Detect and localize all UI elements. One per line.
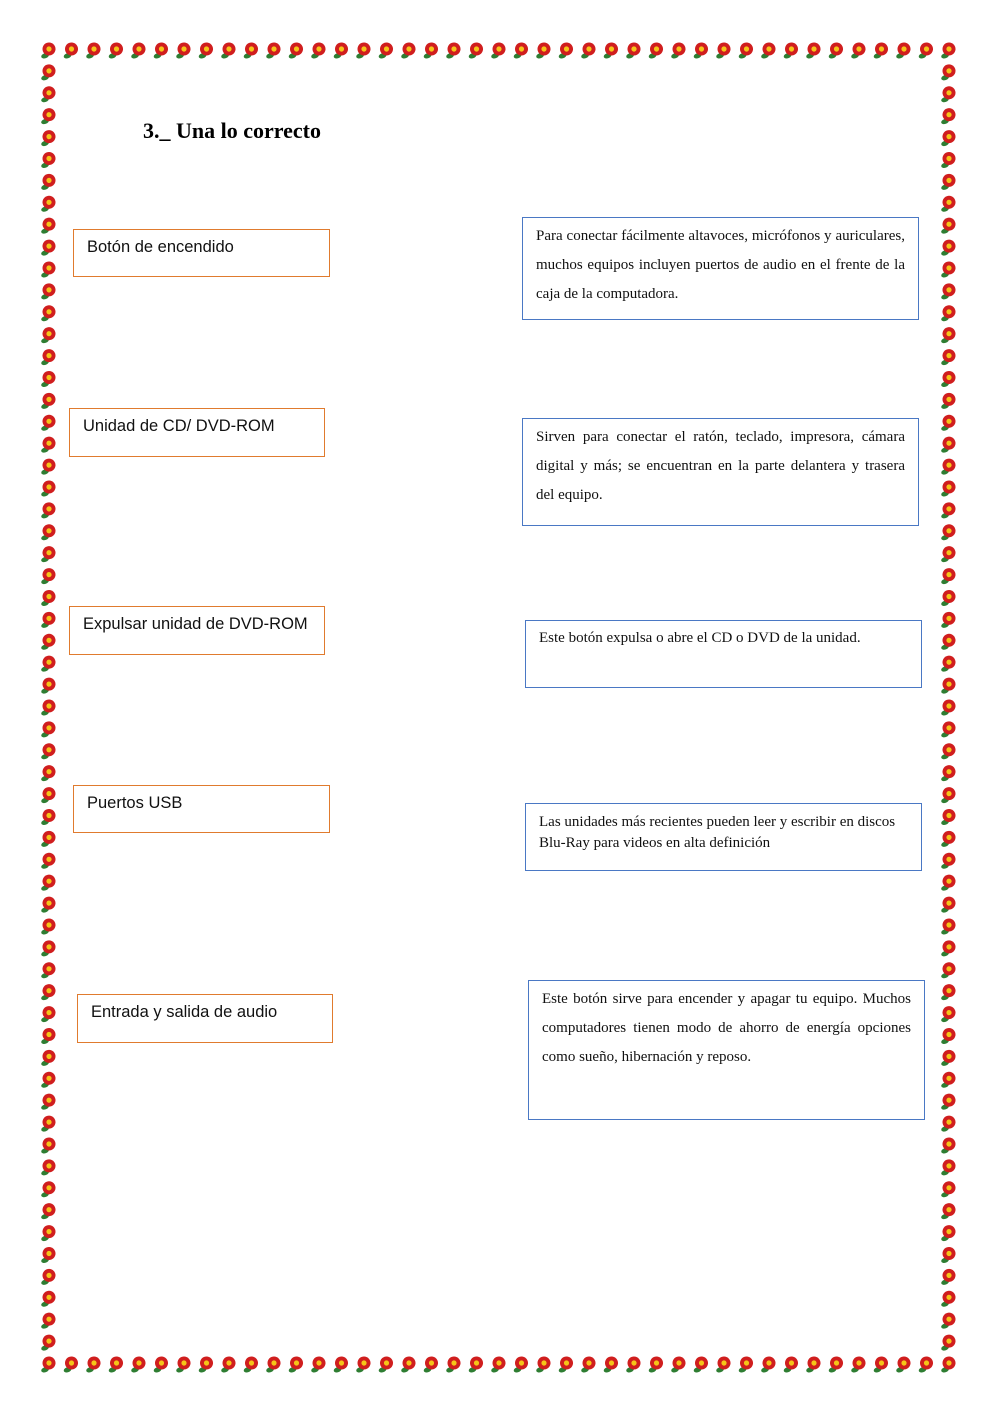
flower-icon <box>915 41 935 60</box>
flower-icon <box>937 1158 957 1177</box>
flower-icon <box>397 41 417 60</box>
flower-icon <box>37 1355 57 1374</box>
flower-icon <box>937 282 957 301</box>
flower-icon <box>937 194 957 213</box>
flower-icon <box>420 1355 440 1374</box>
flower-icon <box>397 1355 417 1374</box>
flower-icon <box>937 741 957 760</box>
flower-icon <box>37 785 57 804</box>
flower-icon <box>217 41 237 60</box>
flower-icon <box>937 238 957 257</box>
flower-icon <box>105 41 125 60</box>
flower-icon <box>82 41 102 60</box>
flower-icon <box>352 1355 372 1374</box>
flower-icon <box>555 1355 575 1374</box>
flower-icon <box>735 41 755 60</box>
flower-icon <box>37 873 57 892</box>
flower-icon <box>937 632 957 651</box>
flower-icon <box>37 741 57 760</box>
flower-icon <box>37 1070 57 1089</box>
flower-icon <box>870 1355 890 1374</box>
flower-icon <box>37 150 57 169</box>
flower-icon <box>532 41 552 60</box>
flower-icon <box>937 763 957 782</box>
flower-icon <box>937 544 957 563</box>
flower-icon <box>37 1136 57 1155</box>
flower-icon <box>37 720 57 739</box>
flower-icon <box>37 1179 57 1198</box>
flower-icon <box>195 41 215 60</box>
flower-icon <box>285 1355 305 1374</box>
flower-icon <box>37 566 57 585</box>
flower-icon <box>937 260 957 279</box>
flower-icon <box>37 216 57 235</box>
flower-icon <box>870 41 890 60</box>
flower-icon <box>937 1289 957 1308</box>
flower-icon <box>937 939 957 958</box>
flower-icon <box>937 522 957 541</box>
flower-icon <box>37 1245 57 1264</box>
flower-icon <box>285 41 305 60</box>
flower-icon <box>37 522 57 541</box>
flower-icon <box>937 479 957 498</box>
flower-icon <box>37 698 57 717</box>
flower-icon <box>937 391 957 410</box>
flower-icon <box>937 1114 957 1133</box>
flower-icon <box>37 1004 57 1023</box>
flower-icon <box>937 654 957 673</box>
flower-icon <box>892 1355 912 1374</box>
flower-icon <box>577 1355 597 1374</box>
flower-icon <box>37 917 57 936</box>
flower-icon <box>645 41 665 60</box>
flower-icon <box>847 1355 867 1374</box>
flower-icon <box>37 807 57 826</box>
definition-eject-button[interactable]: Este botón expulsa o abre el CD o DVD de la unidad. <box>525 620 922 688</box>
flower-icon <box>37 1333 57 1352</box>
flower-icon <box>37 347 57 366</box>
flower-icon <box>37 303 57 322</box>
flower-icon <box>37 895 57 914</box>
flower-icon <box>937 873 957 892</box>
flower-icon <box>37 1267 57 1286</box>
flower-icon <box>847 41 867 60</box>
flower-icon <box>172 1355 192 1374</box>
flower-icon <box>37 982 57 1001</box>
flower-icon <box>937 895 957 914</box>
flower-icon <box>577 41 597 60</box>
flower-icon <box>37 1201 57 1220</box>
flower-icon <box>937 63 957 82</box>
flower-icon <box>352 41 372 60</box>
flower-icon <box>37 128 57 147</box>
flower-icon <box>937 1026 957 1045</box>
flower-icon <box>937 610 957 629</box>
flower-icon <box>37 391 57 410</box>
flower-icon <box>420 41 440 60</box>
flower-icon <box>937 1267 957 1286</box>
flower-icon <box>105 1355 125 1374</box>
flower-icon <box>262 41 282 60</box>
flower-icon <box>645 1355 665 1374</box>
flower-icon <box>937 172 957 191</box>
flower-icon <box>37 1158 57 1177</box>
flower-icon <box>825 41 845 60</box>
term-expulsar-dvd[interactable]: Expulsar unidad de DVD-ROM <box>69 606 325 655</box>
flower-icon <box>37 1092 57 1111</box>
flower-icon <box>37 763 57 782</box>
flower-icon <box>780 1355 800 1374</box>
flower-icon <box>532 1355 552 1374</box>
flower-icon <box>442 41 462 60</box>
flower-icon <box>555 41 575 60</box>
term-entrada-salida-audio[interactable]: Entrada y salida de audio <box>77 994 333 1043</box>
flower-icon <box>37 84 57 103</box>
term-unidad-cd-dvd[interactable]: Unidad de CD/ DVD-ROM <box>69 408 325 457</box>
flower-icon <box>712 41 732 60</box>
flower-icon <box>37 610 57 629</box>
flower-icon <box>937 1201 957 1220</box>
flower-icon <box>937 1092 957 1111</box>
flower-icon <box>937 917 957 936</box>
definition-usb-ports[interactable]: Sirven para conectar el ratón, teclado, impresora, cámara digital y más; se encuentran en la parte delantera y trasera del equipo. <box>522 418 919 526</box>
flower-icon <box>937 1179 957 1198</box>
flower-icon <box>937 216 957 235</box>
definition-power-button[interactable]: Este botón sirve para encender y apagar tu equipo. Muchos computadores tienen modo de ahorro de energía opciones como sueño, hibernación y reposo. <box>528 980 925 1120</box>
flower-icon <box>937 457 957 476</box>
flower-icon <box>937 566 957 585</box>
flower-icon <box>37 260 57 279</box>
flower-icon <box>307 1355 327 1374</box>
flower-icon <box>937 435 957 454</box>
flower-icon <box>937 413 957 432</box>
flower-icon <box>757 1355 777 1374</box>
flower-icon <box>150 41 170 60</box>
flower-icon <box>510 1355 530 1374</box>
flower-icon <box>37 1223 57 1242</box>
flower-icon <box>937 41 957 60</box>
flower-icon <box>937 1136 957 1155</box>
term-puertos-usb[interactable]: Puertos USB <box>73 785 330 833</box>
flower-icon <box>37 106 57 125</box>
flower-icon <box>937 501 957 520</box>
flower-icon <box>37 238 57 257</box>
flower-icon <box>600 41 620 60</box>
flower-icon <box>690 1355 710 1374</box>
flower-icon <box>37 588 57 607</box>
flower-icon <box>60 41 80 60</box>
flower-icon <box>37 1289 57 1308</box>
flower-icon <box>262 1355 282 1374</box>
flower-icon <box>487 1355 507 1374</box>
flower-icon <box>510 41 530 60</box>
flower-icon <box>892 41 912 60</box>
flower-icon <box>780 41 800 60</box>
flower-icon <box>465 1355 485 1374</box>
flower-icon <box>37 829 57 848</box>
exercise-title: 3._ Una lo correcto <box>143 118 321 143</box>
flower-icon <box>600 1355 620 1374</box>
flower-icon <box>37 194 57 213</box>
flower-icon <box>127 1355 147 1374</box>
flower-icon <box>937 1311 957 1330</box>
definition-audio-ports[interactable]: Para conectar fácilmente altavoces, micrófonos y auriculares, muchos equipos incluyen puertos de audio en el frente de la caja de la computadora. <box>522 217 919 320</box>
flower-icon <box>37 325 57 344</box>
flower-icon <box>937 960 957 979</box>
flower-icon <box>172 41 192 60</box>
flower-icon <box>37 544 57 563</box>
flower-icon <box>915 1355 935 1374</box>
flower-icon <box>937 1048 957 1067</box>
flower-icon <box>195 1355 215 1374</box>
flower-icon <box>37 501 57 520</box>
flower-icon <box>937 851 957 870</box>
flower-icon <box>307 41 327 60</box>
flower-icon <box>60 1355 80 1374</box>
flower-icon <box>37 457 57 476</box>
flower-icon <box>937 588 957 607</box>
flower-icon <box>937 720 957 739</box>
flower-icon <box>937 347 957 366</box>
flower-icon <box>240 41 260 60</box>
flower-icon <box>622 41 642 60</box>
flower-icon <box>937 369 957 388</box>
flower-icon <box>802 1355 822 1374</box>
flower-icon <box>937 325 957 344</box>
flower-icon <box>937 698 957 717</box>
flower-icon <box>37 435 57 454</box>
flower-icon <box>127 41 147 60</box>
flower-icon <box>375 1355 395 1374</box>
flower-icon <box>37 63 57 82</box>
flower-icon <box>667 41 687 60</box>
flower-icon <box>937 1070 957 1089</box>
flower-icon <box>37 282 57 301</box>
flower-icon <box>82 1355 102 1374</box>
flower-icon <box>37 851 57 870</box>
flower-icon <box>622 1355 642 1374</box>
flower-icon <box>465 41 485 60</box>
flower-icon <box>937 1333 957 1352</box>
flower-icon <box>735 1355 755 1374</box>
flower-icon <box>937 106 957 125</box>
flower-icon <box>37 41 57 60</box>
flower-icon <box>37 1026 57 1045</box>
flower-icon <box>375 41 395 60</box>
flower-icon <box>937 982 957 1001</box>
flower-icon <box>37 413 57 432</box>
flower-icon <box>937 829 957 848</box>
flower-icon <box>937 1004 957 1023</box>
flower-icon <box>712 1355 732 1374</box>
flower-icon <box>37 632 57 651</box>
flower-icon <box>757 41 777 60</box>
flower-icon <box>937 1223 957 1242</box>
flower-icon <box>937 150 957 169</box>
flower-icon <box>937 807 957 826</box>
flower-icon <box>937 128 957 147</box>
flower-icon <box>937 303 957 322</box>
flower-icon <box>690 41 710 60</box>
term-boton-encendido[interactable]: Botón de encendido <box>73 229 330 277</box>
flower-icon <box>937 676 957 695</box>
flower-icon <box>937 1355 957 1374</box>
flower-icon <box>37 369 57 388</box>
flower-icon <box>667 1355 687 1374</box>
flower-icon <box>487 41 507 60</box>
flower-icon <box>217 1355 237 1374</box>
flower-icon <box>442 1355 462 1374</box>
flower-icon <box>937 84 957 103</box>
flower-icon <box>937 1245 957 1264</box>
flower-icon <box>150 1355 170 1374</box>
flower-icon <box>37 676 57 695</box>
flower-icon <box>37 172 57 191</box>
flower-icon <box>802 41 822 60</box>
definition-blu-ray-drives[interactable]: Las unidades más recientes pueden leer y escribir en discos Blu-Ray para videos en alta definición <box>525 803 922 871</box>
flower-icon <box>37 1048 57 1067</box>
flower-icon <box>37 1114 57 1133</box>
flower-icon <box>330 41 350 60</box>
flower-icon <box>37 939 57 958</box>
flower-icon <box>37 479 57 498</box>
flower-icon <box>330 1355 350 1374</box>
flower-icon <box>240 1355 260 1374</box>
flower-icon <box>825 1355 845 1374</box>
flower-icon <box>37 1311 57 1330</box>
flower-icon <box>37 960 57 979</box>
flower-icon <box>37 654 57 673</box>
flower-icon <box>937 785 957 804</box>
